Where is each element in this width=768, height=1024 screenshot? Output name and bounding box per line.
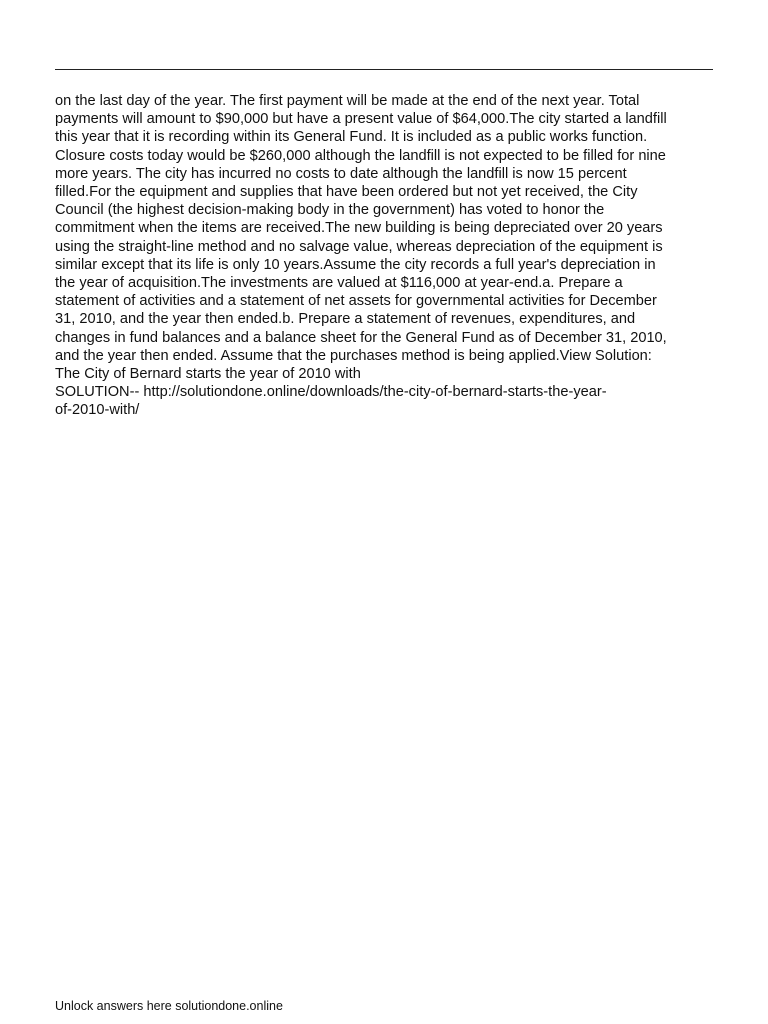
body-line: this year that it is recording within its General Fund. It is included as a public works function. [55, 129, 648, 146]
top-divider [55, 69, 713, 70]
body-line: more years. The city has incurred no costs to date although the landfill is now 15 percent [55, 165, 627, 182]
body-line: Council (the highest decision-making body in the government) has voted to honor the [55, 202, 605, 219]
body-line: 31, 2010, and the year then ended.b. Prepare a statement of revenues, expenditures, and [55, 311, 636, 328]
body-line: the year of acquisition.The investments are valued at $116,000 at year-end.a. Prepare a [55, 275, 623, 292]
body-line: statement of activities and a statement of net assets for governmental activities for December [55, 293, 657, 310]
body-line: on the last day of the year. The first payment will be made at the end of the next year. Total [55, 93, 640, 109]
solution-link[interactable] [55, 383, 720, 419]
body-line: using the straight-line method and no salvage value, whereas depreciation of the equipment is [55, 238, 663, 255]
body-line: similar except that its life is only 10 years.Assume the city records a full year's depreciation in [55, 256, 656, 273]
body-line: changes in fund balances and a balance sheet for the General Fund as of December 31, 2010, [55, 329, 667, 346]
footer-text: Unlock answers here solutiondone.online [55, 999, 283, 1013]
body-line: Closure costs today would be $260,000 although the landfill is not expected to be filled for nine [55, 147, 666, 164]
body-line: commitment when the items are received.The new building is being depreciated over 20 years [55, 220, 663, 237]
body-line: The City of Bernard starts the year of 2010 with [55, 366, 361, 383]
body-line: and the year then ended. Assume that the purchases method is being applied.View Solution: [55, 347, 652, 364]
body-line: payments will amount to $90,000 but have a present value of $64,000.The city started a landfill [55, 111, 667, 128]
body-line: filled.For the equipment and supplies that have been ordered but not yet received, the City [55, 184, 638, 201]
solution-link-line-1[interactable]: SOLUTION-- http://solutiondone.online/downloads/the-city-of-bernard-starts-the-year- [55, 384, 607, 401]
document-body [55, 92, 720, 420]
solution-link-line-2[interactable]: of-2010-with/ [55, 402, 140, 419]
